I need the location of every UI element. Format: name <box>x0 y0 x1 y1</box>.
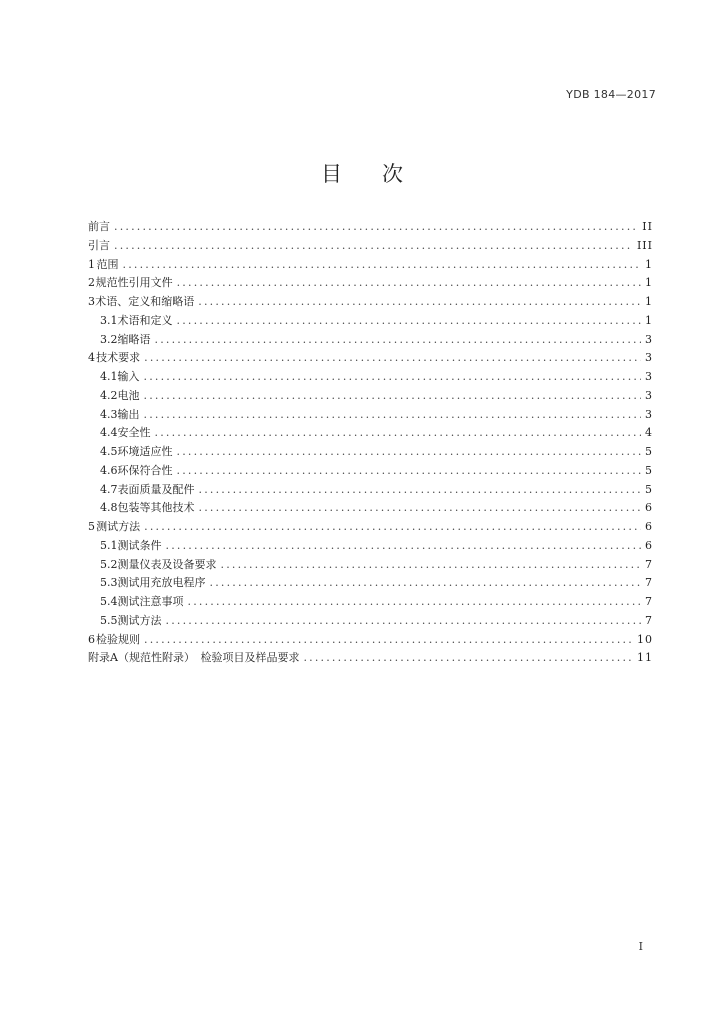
toc-leader-dots <box>177 462 642 481</box>
toc-entry-number: 6 <box>88 632 95 646</box>
toc-leader-dots <box>155 331 642 350</box>
toc-entry[interactable] <box>88 349 653 368</box>
toc-leader-dots <box>177 274 641 293</box>
toc-leader-dots <box>144 349 641 368</box>
toc-entry-number: 5.4 <box>100 595 118 608</box>
toc-leader-dots <box>114 218 638 237</box>
toc-entry-label: 输入 <box>117 370 140 383</box>
toc-entry[interactable] <box>88 293 653 312</box>
toc-entry-label: 输出 <box>117 407 140 421</box>
toc-entry-label: 安全性 <box>117 426 151 440</box>
toc-entry[interactable] <box>88 462 653 481</box>
toc-entry-page: 6 <box>645 538 653 552</box>
toc-entry[interactable] <box>88 574 653 593</box>
toc-entry[interactable] <box>88 312 653 331</box>
toc-leader-dots <box>166 537 642 556</box>
toc-entry-page: 7 <box>645 595 653 608</box>
toc-entry[interactable] <box>88 237 653 256</box>
toc-leader-dots <box>144 387 642 406</box>
table-of-contents <box>88 218 653 668</box>
toc-entry-number: 5 <box>88 520 95 533</box>
toc-leader-dots <box>198 293 641 312</box>
toc-entry[interactable] <box>88 649 653 668</box>
toc-entry-page: 5 <box>645 445 653 458</box>
toc-title <box>0 158 724 188</box>
toc-entry-page: 3 <box>645 351 653 365</box>
toc-title-left: 目 <box>321 162 342 186</box>
toc-entry-page: 3 <box>645 370 653 383</box>
toc-entry[interactable] <box>88 499 653 518</box>
toc-entry-number: 4.4 <box>100 426 118 440</box>
toc-entry-page: 5 <box>645 482 653 496</box>
toc-entry[interactable] <box>88 424 653 443</box>
toc-entry-label: 检验规则 <box>96 632 141 646</box>
toc-entry-number: 3.2 <box>100 332 118 346</box>
toc-entry-number: 5.1 <box>100 538 118 552</box>
toc-entry-label: 前言 <box>88 220 110 233</box>
toc-entry[interactable] <box>88 256 653 275</box>
toc-entry[interactable] <box>88 387 653 406</box>
toc-entry-page: 1 <box>645 295 653 308</box>
toc-entry-page: 10 <box>637 632 653 646</box>
toc-entry-number: 3 <box>88 295 95 308</box>
toc-entry-page: 7 <box>645 576 653 590</box>
toc-entry-number: 5.3 <box>100 576 118 590</box>
toc-leader-dots <box>114 237 633 256</box>
toc-entry[interactable] <box>88 481 653 500</box>
toc-entry-page: III <box>636 238 653 252</box>
toc-entry-label: 技术要求 <box>96 351 141 365</box>
toc-entry[interactable] <box>88 406 653 425</box>
toc-entry[interactable] <box>88 331 653 350</box>
toc-entry-page: 3 <box>645 388 653 402</box>
toc-entry-page: 3 <box>645 407 653 421</box>
toc-entry-number: 4.6 <box>100 463 118 477</box>
toc-entry-label: 术语和定义 <box>117 313 173 327</box>
toc-entry-label: 表面质量及配件 <box>117 482 195 496</box>
toc-entry[interactable] <box>88 537 653 556</box>
toc-leader-dots <box>144 518 641 537</box>
toc-entry[interactable] <box>88 593 653 612</box>
toc-entry-page: 5 <box>645 463 653 477</box>
toc-leader-dots <box>199 481 642 500</box>
toc-entry-label: 测试条件 <box>117 538 162 552</box>
toc-entry[interactable] <box>88 631 653 650</box>
toc-entry-label: 测试用充放电程序 <box>117 576 206 590</box>
toc-entry-number: 1 <box>88 257 95 271</box>
toc-entry-label: 附录A（规范性附录） 检验项目及样品要求 <box>88 651 300 665</box>
toc-entry-label: 测试注意事项 <box>117 595 184 608</box>
toc-entry[interactable] <box>88 443 653 462</box>
document-code: YDB 184—2017 <box>566 88 656 101</box>
toc-leader-dots <box>155 424 642 443</box>
toc-entry-page: 4 <box>645 426 653 440</box>
toc-title-right: 次 <box>382 162 403 186</box>
toc-entry-label: 包装等其他技术 <box>117 501 195 515</box>
toc-entry-label: 测量仪表及设备要求 <box>117 557 217 571</box>
toc-entry-number: 4.7 <box>100 482 118 496</box>
toc-entry[interactable] <box>88 274 653 293</box>
toc-entry-label: 环保符合性 <box>117 463 173 477</box>
toc-entry-label: 电池 <box>117 388 140 402</box>
toc-entry-page: 6 <box>645 501 653 515</box>
toc-entry[interactable] <box>88 518 653 537</box>
toc-entry-number: 5.5 <box>100 613 118 627</box>
toc-entry-label: 缩略语 <box>117 332 151 346</box>
toc-leader-dots <box>303 649 633 668</box>
toc-leader-dots <box>188 593 642 612</box>
toc-entry[interactable] <box>88 218 653 237</box>
toc-entry-number: 4.8 <box>100 501 118 515</box>
toc-entry-label: 规范性引用文件 <box>95 276 173 290</box>
toc-entry-number: 3.1 <box>100 313 118 327</box>
page-number: I <box>638 940 643 953</box>
toc-entry-label: 术语、定义和缩略语 <box>95 295 195 308</box>
toc-entry[interactable] <box>88 612 653 631</box>
toc-entry-label: 测试方法 <box>96 520 141 533</box>
toc-leader-dots <box>144 368 642 387</box>
toc-entry-page: 6 <box>645 520 653 533</box>
toc-entry-number: 4 <box>88 351 95 365</box>
toc-leader-dots <box>177 312 642 331</box>
toc-entry-label: 测试方法 <box>117 613 162 627</box>
toc-leader-dots <box>221 556 642 575</box>
toc-entry-label: 范围 <box>96 257 119 271</box>
toc-entry-number: 5.2 <box>100 557 118 571</box>
toc-entry-page: 1 <box>645 313 653 327</box>
toc-entry-number: 4.5 <box>100 445 118 458</box>
toc-entry-number: 4.3 <box>100 407 118 421</box>
toc-entry-label: 环境适应性 <box>117 445 173 458</box>
toc-leader-dots <box>210 574 642 593</box>
toc-entry-page: 7 <box>645 557 653 571</box>
toc-leader-dots <box>199 499 642 518</box>
toc-leader-dots <box>123 256 642 275</box>
toc-entry-number: 4.2 <box>100 388 118 402</box>
toc-leader-dots <box>177 443 642 462</box>
toc-entry-page: 11 <box>637 651 653 665</box>
toc-entry-label: 引言 <box>88 238 110 252</box>
toc-leader-dots <box>166 612 642 631</box>
toc-entry[interactable] <box>88 368 653 387</box>
toc-entry-number: 2 <box>88 276 95 290</box>
toc-entry-page: 1 <box>645 257 653 271</box>
toc-entry-number: 4.1 <box>100 370 118 383</box>
toc-entry-page: 1 <box>645 276 653 290</box>
toc-leader-dots <box>144 406 642 425</box>
toc-leader-dots <box>144 631 633 650</box>
toc-entry[interactable] <box>88 556 653 575</box>
toc-entry-page: 7 <box>645 613 653 627</box>
toc-entry-page: 3 <box>645 332 653 346</box>
toc-entry-page: II <box>642 220 653 233</box>
